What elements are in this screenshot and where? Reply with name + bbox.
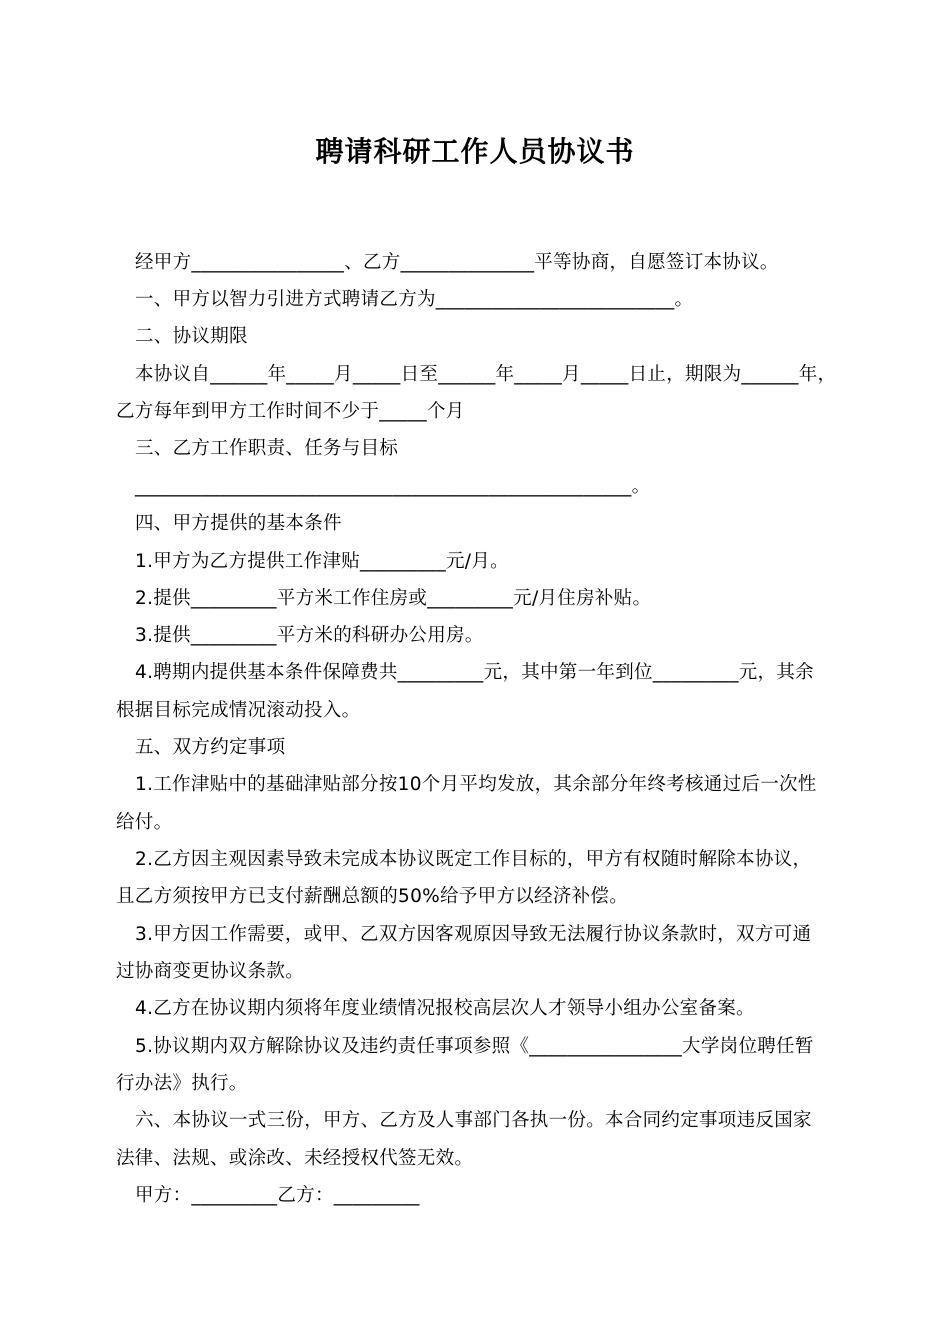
section-6-paragraph: 六、本协议一式三份，甲方、乙方及人事部门各执一份。本合同约定事项违反国家: [135, 1110, 812, 1131]
section-4-heading: 四、甲方提供的基本条件: [135, 513, 342, 534]
condition-item-3: 3.提供_________平方米的科研办公用房。: [135, 625, 484, 646]
agreement-item-5: 5.协议期内双方解除协议及违约责任事项参照《________________大学岗位聘任暂: [135, 1036, 814, 1057]
duties-blank-line: ____________________________________________________。: [135, 476, 651, 497]
signature-line: 甲方：_________乙方：_________: [135, 1185, 420, 1206]
agreement-item-2: 2.乙方因主观因素导致未完成本协议既定工作目标的，甲方有权随时解除本协议，: [135, 849, 812, 870]
condition-item-4-cont: 根据目标完成情况滚动投入。: [116, 700, 361, 721]
agreement-item-5-cont: 行办法》执行。: [116, 1073, 248, 1094]
section-2-heading: 二、协议期限: [135, 326, 248, 347]
term-line-1: 本协议自______年_____月_____日至______年_____月_____日止，期限为______年，: [135, 364, 837, 385]
document-title: 聘请科研工作人员协议书: [315, 135, 635, 168]
condition-item-4: 4.聘期内提供基本条件保障费共_________元，其中第一年到位_________元，其余: [135, 662, 814, 683]
section-1-heading: 一、甲方以智力引进方式聘请乙方为_________________________。: [135, 289, 694, 310]
section-5-heading: 五、双方约定事项: [135, 737, 286, 758]
section-3-heading: 三、乙方工作职责、任务与目标: [135, 438, 399, 459]
agreement-item-4: 4.乙方在协议期内须将年度业绩情况报校高层次人才领导小组办公室备案。: [135, 998, 755, 1019]
condition-item-1: 1.甲方为乙方提供工作津贴_________元/月。: [135, 551, 509, 572]
paragraph-intro: 经甲方________________、乙方______________平等协商，自愿签订本协议。: [135, 252, 779, 273]
term-line-2: 乙方每年到甲方工作时间不少于_____个月: [116, 401, 465, 422]
section-6-paragraph-cont: 法律、法规、或涂改、未经授权代签无效。: [116, 1148, 474, 1169]
agreement-item-3-cont: 过协商变更协议条款。: [116, 961, 305, 982]
agreement-item-3: 3.甲方因工作需要，或甲、乙双方因客观原因导致无法履行协议条款时，双方可通: [135, 924, 812, 945]
agreement-item-2-cont: 且乙方须按甲方已支付薪酬总额的50%给予甲方以经济补偿。: [116, 886, 629, 907]
agreement-item-1-cont: 给付。: [116, 812, 173, 833]
condition-item-2: 2.提供_________平方米工作住房或_________元/月住房补贴。: [135, 588, 652, 609]
agreement-item-1: 1.工作津贴中的基础津贴部分按10个月平均发放，其余部分年终考核通过后一次性: [135, 774, 817, 795]
